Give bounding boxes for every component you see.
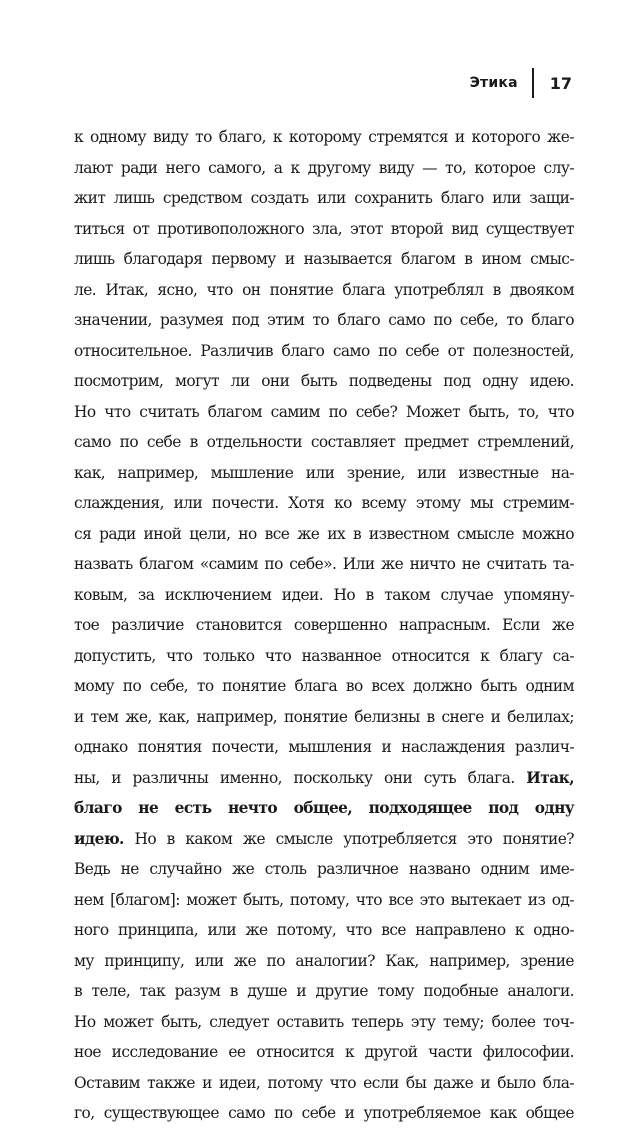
text-line: му принципу, или же по аналогии? Как, например, зрение [74,951,574,970]
bold-phrase: идею. [74,829,124,848]
text-line: лают ради него самого, а к другому виду — то, которое слу- [74,158,574,177]
text-line: относительное. Различив благо само по себе от полезностей, [74,341,574,360]
text-line: мому по себе, то понятие блага во всех должно быть одним [74,677,574,695]
text-line: значении, разумея под этим то благо само по себе, то благо [74,311,574,329]
text-line: Но может быть, следует оставить теперь эту тему; более точ- [74,1012,574,1031]
text-line: го, существующее само по себе и употребляемое как общее [74,1104,574,1122]
text-line: титься от противоположного зла, этот второй вид существует [74,219,574,238]
text-line: посмотрим, могут ли они быть подведены под одну идею. [74,372,574,390]
page-number: 17 [549,73,572,93]
text-line: ковым, за исключением идеи. Но в таком случае упомяну- [74,585,574,604]
text-line: само по себе в отдельности составляет предмет стремлений, [74,433,574,451]
text-line: ное исследование ее относится к другой части философии. [74,1043,574,1061]
running-title: Этика [469,75,518,91]
header-divider [532,68,534,98]
text-line: однако понятия почести, мышления и наслаждения различ- [74,738,574,756]
text-line: тое различие становится совершенно напрасным. Если же [74,616,574,634]
text-line: назвать благом «самим по себе». Или же ничто не считать та- [74,555,574,573]
text-line: в теле, так разум в душе и другие тому подобные аналоги. [74,982,574,1000]
text-line: ся ради иной цели, но все же их в известном смысле можно [74,524,574,543]
text-line: Ведь не случайно же столь различное названо одним име- [74,860,574,878]
text-line: Но что считать благом самим по себе? Может быть, то, что [74,402,574,421]
text-line: Оставим также и идеи, потому что если бы даже и было бла- [74,1073,574,1092]
text-line: лишь благодаря первому и называется благом в ином смыс- [74,250,574,268]
text-line: ного принципа, или же потому, что все направлено к одно- [74,921,574,939]
text-line: слаждения, или почести. Хотя ко всему этому мы стремим- [74,494,574,512]
text-line-mixed [74,824,574,855]
text-line: нем [благом]: может быть, потому, что все это вытекает из од- [74,890,574,909]
text-segment: Но в каком же смысле употребляется это понятие? [134,829,574,848]
body-text [74,122,574,1129]
text-line: допустить, что только что названное относится к благу са- [74,646,574,665]
text-line: к одному виду то благо, к которому стремятся и которого же- [74,128,574,146]
text-line-bold: благо не есть нечто общее, подходящее под одну [74,799,574,817]
text-line: жит лишь средством создать или сохранить благо или защи- [74,189,574,207]
text-line: и тем же, как, например, понятие белизны в снеге и белилах; [74,707,574,726]
text-line-mixed [74,763,574,794]
text-line: ле. Итак, ясно, что он понятие блага употреблял в двояком [74,280,574,299]
text-line: как, например, мышление или зрение, или известные на- [74,463,574,482]
bold-phrase: Итак, [526,768,575,787]
running-header [470,68,572,98]
text-segment: ны, и различны именно, поскольку они суть блага. [74,768,515,787]
